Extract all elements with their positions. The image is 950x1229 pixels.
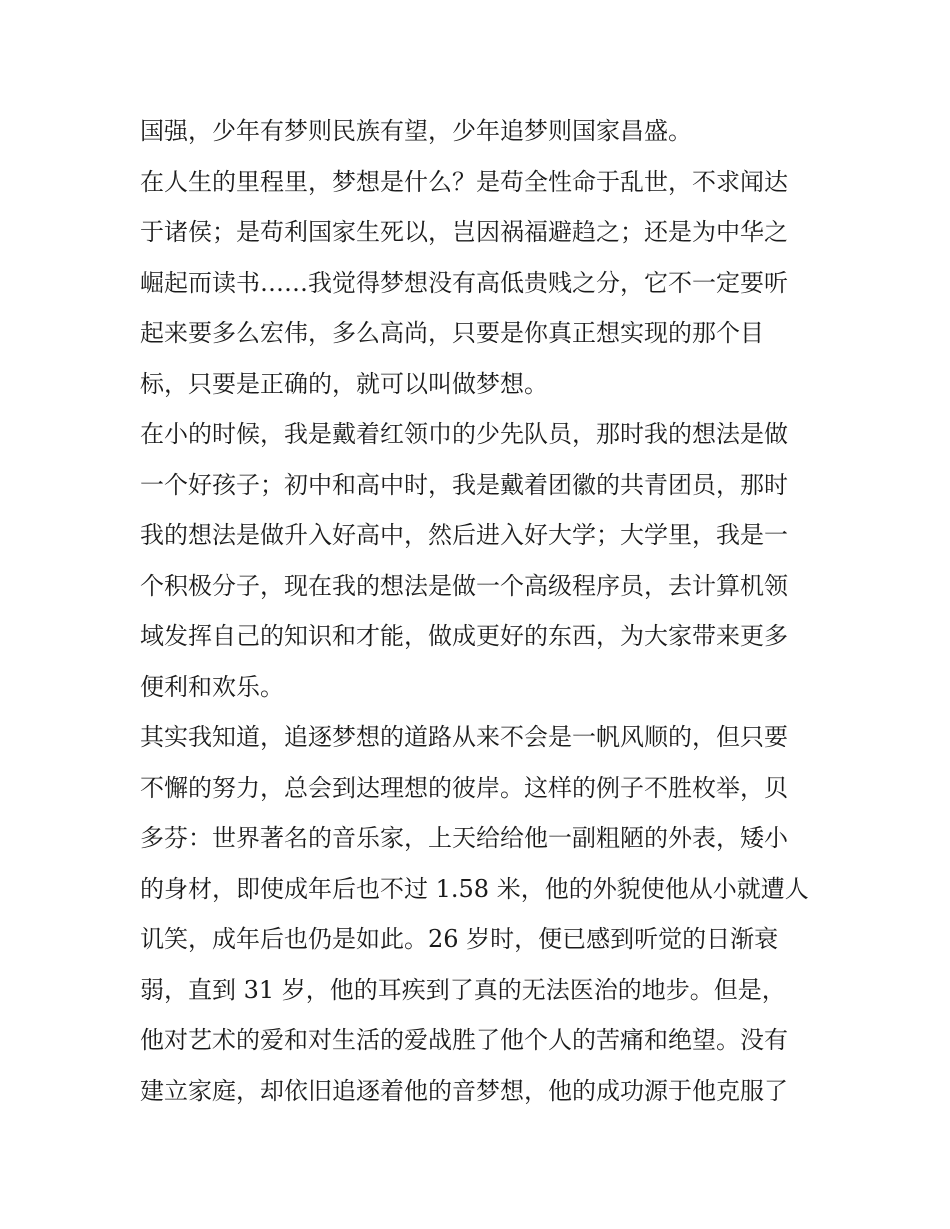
text-line: 于诸侯；是苟利国家生死以，岂因祸福避趋之；还是为中华之 xyxy=(140,218,788,246)
text-line: 不懈的努力，总会到达理想的彼岸。这样的例子不胜枚举，贝 xyxy=(140,773,788,802)
text-line: 在人生的里程里，梦想是什么？是苟全性命于乱世，不求闻达 xyxy=(140,167,788,196)
text-line: 建立家庭，却依旧追逐着他的音梦想，他的成功源于他克服了 xyxy=(140,1076,788,1105)
text-line: 的身材，即使成年后也不过 1.58 米，他的外貌使他从小就遭人 xyxy=(140,874,809,903)
text-line: 我的想法是做升入好高中，然后进入好大学；大学里，我是一 xyxy=(140,521,788,549)
text-line: 讥笑，成年后也仍是如此。26 岁时，便已感到听觉的日渐衰 xyxy=(140,925,779,953)
text-line: 标，只要是正确的，就可以叫做梦想。 xyxy=(140,369,548,398)
text-line: 崛起而读书……我觉得梦想没有高低贵贱之分，它不一定要听 xyxy=(140,268,788,297)
text-line: 一个好孩子；初中和高中时，我是戴着团徽的共青团员，那时 xyxy=(140,470,788,499)
text-line: 起来要多么宏伟，多么高尚，只要是你真正想实现的那个目 xyxy=(140,319,764,347)
text-line: 其实我知道，追逐梦想的道路从来不会是一帆风顺的，但只要 xyxy=(140,723,788,751)
text-line: 便利和欢乐。 xyxy=(140,672,284,701)
text-line: 国强，少年有梦则民族有望，少年追梦则国家昌盛。 xyxy=(140,117,692,145)
text-line: 多芬：世界著名的音乐家，上天给给他一副粗陋的外表，矮小 xyxy=(140,824,788,852)
text-line: 域发挥自己的知识和才能，做成更好的东西，为大家带来更多 xyxy=(140,622,788,650)
text-line: 弱，直到 31 岁，他的耳疾到了真的无法医治的地步。但是， xyxy=(140,975,786,1004)
text-line: 个积极分子，现在我的想法是做一个高级程序员，去计算机领 xyxy=(140,571,788,600)
text-line: 他对艺术的爱和对生活的爱战胜了他个人的苦痛和绝望。没有 xyxy=(140,1026,788,1054)
body-text xyxy=(140,106,820,1116)
text-line: 在小的时候，我是戴着红领巾的少先队员，那时我的想法是做 xyxy=(140,420,788,448)
